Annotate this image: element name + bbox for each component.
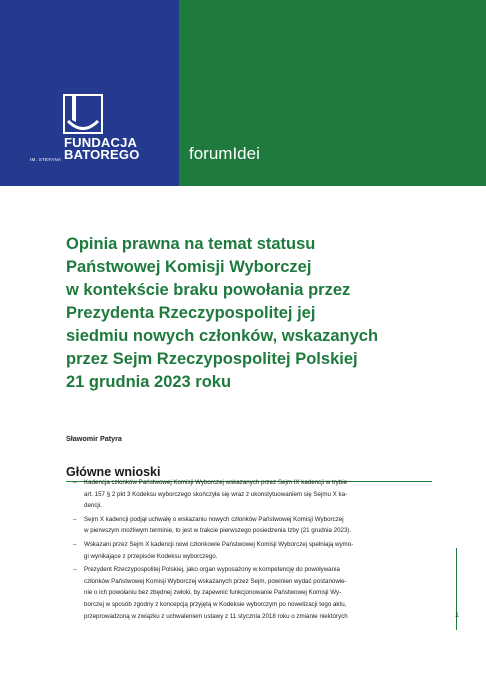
list-item-line: – Kadencja członków Państwowej Komisji Wyborczej wskazanych przez Sejm IX kadencji w trybie <box>84 479 348 486</box>
list-item-line: borczej w sposób zgodny z koncepcją przyjętą w Kodeksie wyborczym po nowelizacji tego aktu, <box>84 600 347 608</box>
title-line: w kontekście braku powołania przez <box>66 281 351 299</box>
section-heading: Główne wnioski <box>66 465 161 479</box>
logo-line-2: BATOREGO <box>64 147 140 162</box>
list-item-line: w pierwszym możliwym terminie, to jest w trakcie pierwszego posiedzenia Izby (21 grudnia 2023). <box>84 527 352 535</box>
conclusions-list <box>66 477 432 624</box>
title-line: 21 grudnia 2023 roku <box>66 373 232 391</box>
list-item-line: gi wynikające z przepisów Kodeksu wyborczego. <box>84 552 218 560</box>
title-line: Państwowej Komisji Wyborczej <box>66 258 312 276</box>
author-name: Sławomir Patyra <box>66 434 122 443</box>
cover-header <box>0 0 486 186</box>
title-line: przez Sejm Rzeczypospolitej Polskiej <box>66 350 358 368</box>
logo-line-1: FUNDACJA <box>64 135 138 150</box>
list-item <box>66 539 432 562</box>
list-item-line: – Sejm X kadencji podjął uchwałę o wskazaniu nowych członków Państwowej Komisji Wyborczej <box>84 515 344 523</box>
list-item-line: – Wskazani przez Sejm X kadencji nowi członkowie Państwowej Komisji Wyborczej spełniają wymo- <box>84 540 354 548</box>
title-line: Opinia prawna na temat statusu <box>66 235 316 253</box>
logo-small-text: IM. STEFANA <box>30 157 62 162</box>
logo-wordmark <box>30 135 140 162</box>
list-item-line: członków Państwowej Komisji Wyborczej wskazanych przez Sejm, powinien wydać postanowie- <box>84 577 347 585</box>
list-item-line: przeprowadzoną w związku z uchwaleniem ustawy z 11 stycznia 2018 roku o zmianie niektórych <box>84 612 348 620</box>
list-item <box>66 564 432 622</box>
list-item-line: art. 157 § 2 pkt 3 Kodeksu wyborczego skończyła się wraz z ukonstytuowaniem się Sejmu X ka- <box>84 490 348 498</box>
list-item <box>66 477 432 512</box>
list-item-line: dencji. <box>84 502 102 510</box>
document-title <box>66 233 446 394</box>
list-item-line: – Prezydent Rzeczypospolitej Polskiej, jako organ wyposażony w kompetencję do powoływania <box>84 566 340 574</box>
title-line: siedmiu nowych członków, wskazanych <box>66 327 379 345</box>
list-item-line: nie o ich powołaniu bez zbędnej zwłoki, by zapewnić funkcjonowanie Państwowej Komisji Wy- <box>84 589 342 597</box>
page-number: 1 <box>455 612 459 619</box>
title-line: Prezydenta Rzeczypospolitej jej <box>66 304 316 322</box>
fundacja-batorego-logo-icon <box>63 94 103 138</box>
series-name: forumIdei <box>189 144 260 163</box>
list-item <box>66 514 432 537</box>
